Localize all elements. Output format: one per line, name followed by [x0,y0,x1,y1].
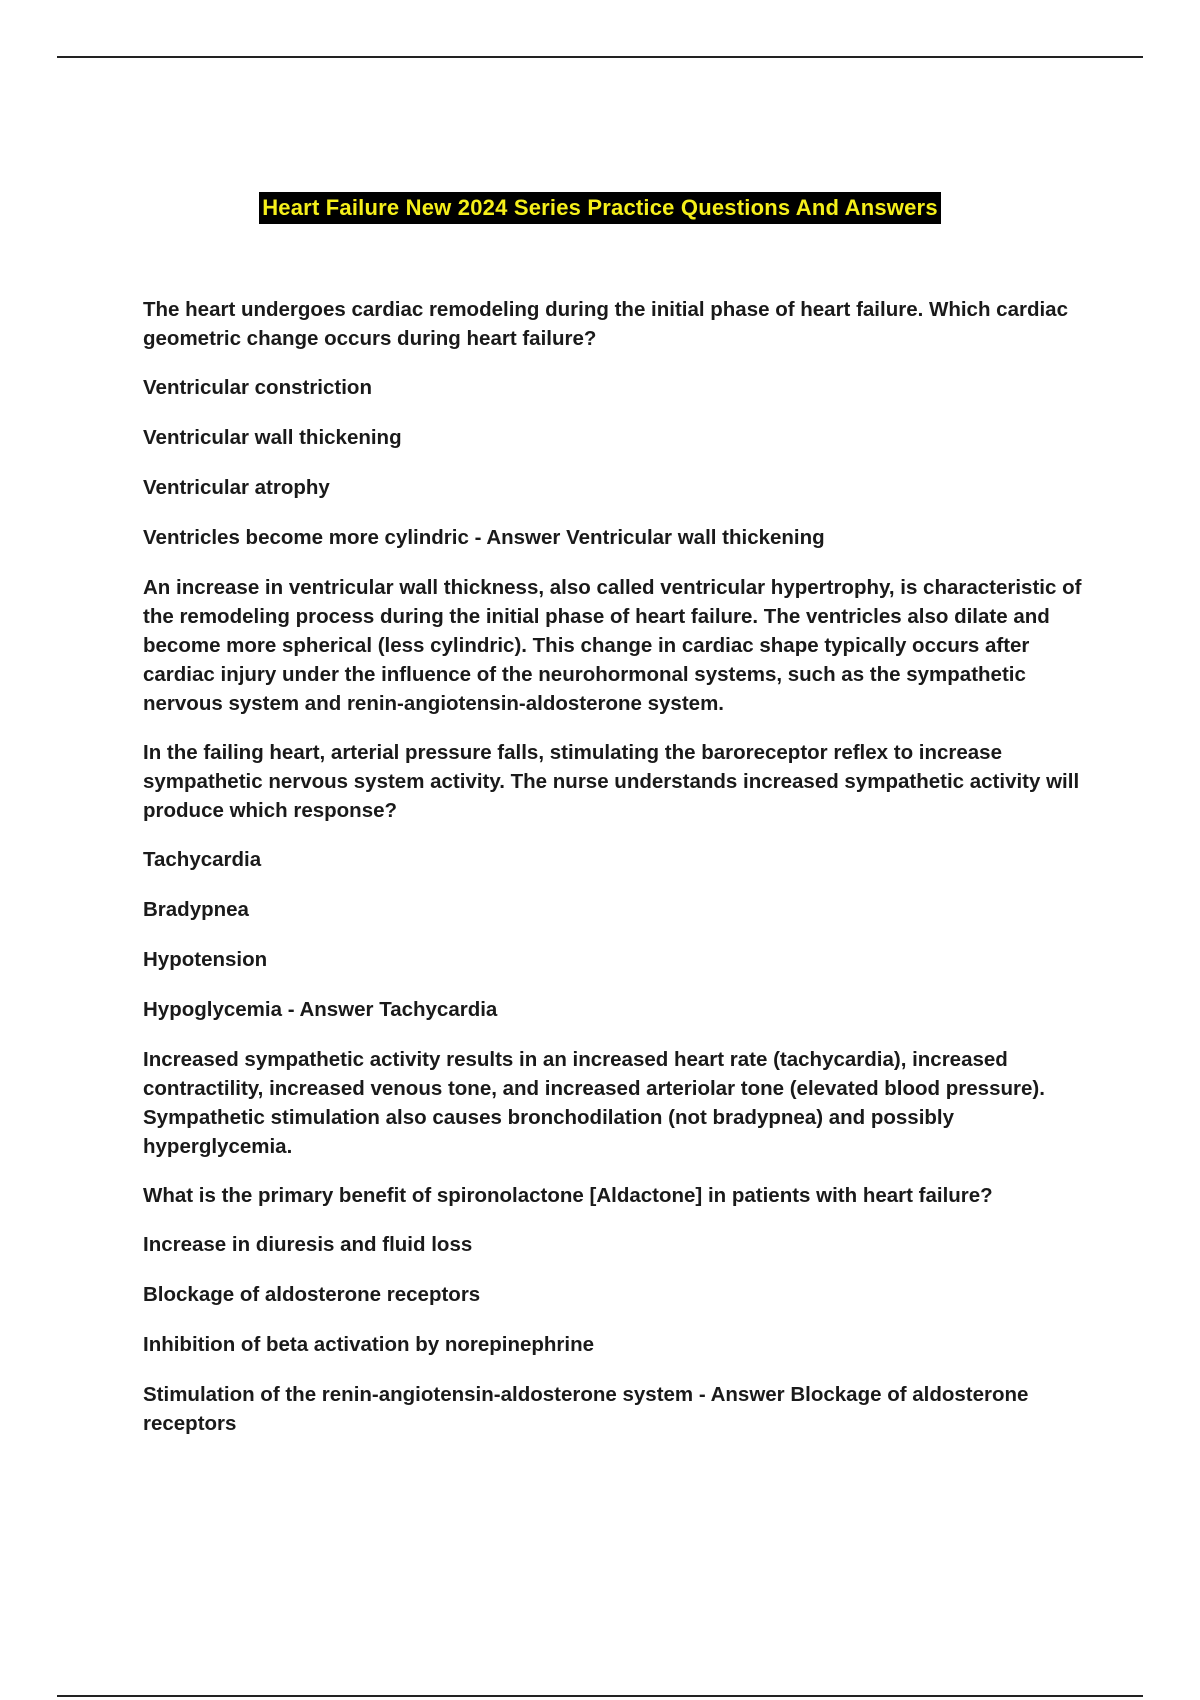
title-container [0,192,1200,224]
question-1-option-a: Ventricular constriction [143,376,372,399]
question-3-option-a: Increase in diuresis and fluid loss [143,1233,473,1256]
question-3-option-b: Blockage of aldosterone receptors [143,1283,481,1306]
question-2: In the failing heart, arterial pressure falls, stimulating the baroreceptor reflex to increase sympathetic nervous system activity. The nurse understands increased sympathetic activity will produce which response? [143,741,1080,822]
question-1-option-d-answer: Ventricles become more cylindric - Answer Ventricular wall thickening [143,526,825,549]
document-title: Heart Failure New 2024 Series Practice Questions And Answers [259,192,941,224]
question-1-option-b: Ventricular wall thickening [143,426,402,449]
question-3-option-d-answer: Stimulation of the renin-angiotensin-aldosterone system - Answer Blockage of aldosterone receptors [143,1383,1029,1435]
question-1: The heart undergoes cardiac remodeling during the initial phase of heart failure. Which cardiac geometric change occurs during heart failure? [143,298,1068,350]
question-2-option-d-answer: Hypoglycemia - Answer Tachycardia [143,998,498,1021]
question-3: What is the primary benefit of spironolactone [Aldactone] in patients with heart failure? [143,1184,993,1207]
question-3-option-c: Inhibition of beta activation by norepinephrine [143,1333,595,1356]
question-1-rationale: An increase in ventricular wall thickness, also called ventricular hypertrophy, is characteristic of the remodeling process during the initial phase of heart failure. The ventricles also dilate and become more spherical (less cylindric). This change in cardiac shape typically occurs after cardiac injury under the influence of the neurohormonal systems, such as the sympathetic nervous system and renin-angiotensin-aldosterone system. [143,576,1082,715]
question-2-option-c: Hypotension [143,948,268,971]
bottom-rule [57,1695,1143,1697]
question-2-rationale: Increased sympathetic activity results in an increased heart rate (tachycardia), increased contractility, increased venous tone, and increased arteriolar tone (elevated blood pressure). Sympathetic stimulation also causes bronchodilation (not bradypnea) and possibly hyperglycemia. [143,1048,1045,1158]
question-1-option-c: Ventricular atrophy [143,476,330,499]
question-2-option-a: Tachycardia [143,848,262,871]
document-body [143,295,1093,1459]
top-rule [57,56,1143,58]
question-2-option-b: Bradypnea [143,898,249,921]
